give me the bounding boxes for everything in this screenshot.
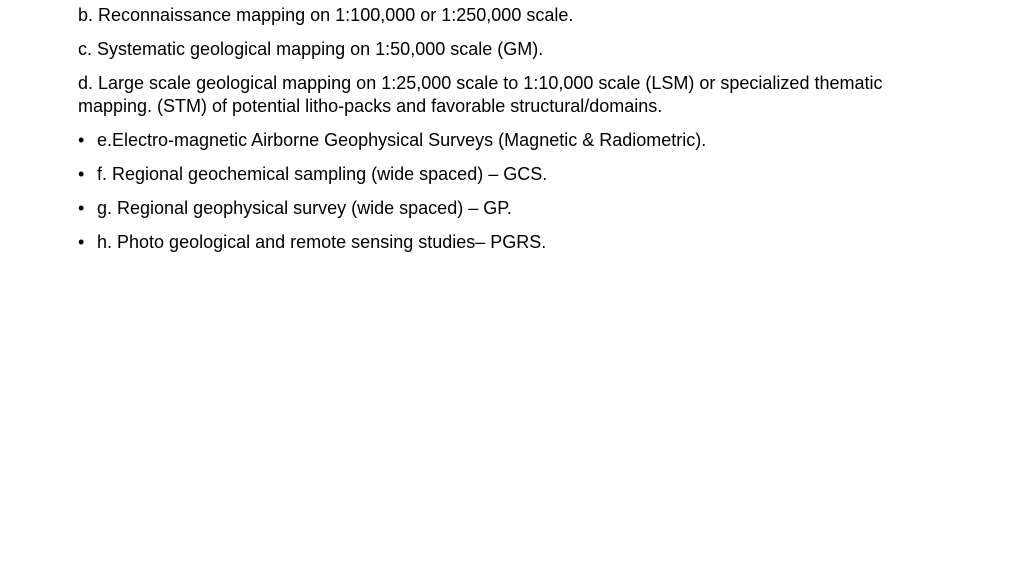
bullet-text: e.Electro-magnetic Airborne Geophysical Surveys (Magnetic & Radiometric). [97,130,707,150]
bullet-item-geophysical-survey [78,197,958,220]
slide-body [78,4,958,265]
bullet-icon: • [78,164,85,184]
bullet-text: g. Regional geophysical survey (wide spaced) – GP. [97,198,512,218]
bullet-list [78,129,958,254]
paragraph-large-scale-mapping: d. Large scale geological mapping on 1:25,000 scale to 1:10,000 scale (LSM) or specialized thematic mapping. (STM) of potential litho-packs and favorable structural/domains. [78,73,883,116]
paragraph-reconnaissance-mapping: b. Reconnaissance mapping on 1:100,000 or 1:250,000 scale. [78,5,574,25]
bullet-item-remote-sensing [78,231,958,254]
bullet-text: h. Photo geological and remote sensing studies– PGRS. [97,232,547,252]
bullet-icon: • [78,198,85,218]
bullet-icon: • [78,130,85,150]
bullet-item-airborne-surveys [78,129,958,152]
bullet-item-geochemical-sampling [78,163,958,186]
paragraph-systematic-mapping: c. Systematic geological mapping on 1:50,000 scale (GM). [78,39,544,59]
bullet-text: f. Regional geochemical sampling (wide spaced) – GCS. [97,164,548,184]
bullet-icon: • [78,232,85,252]
